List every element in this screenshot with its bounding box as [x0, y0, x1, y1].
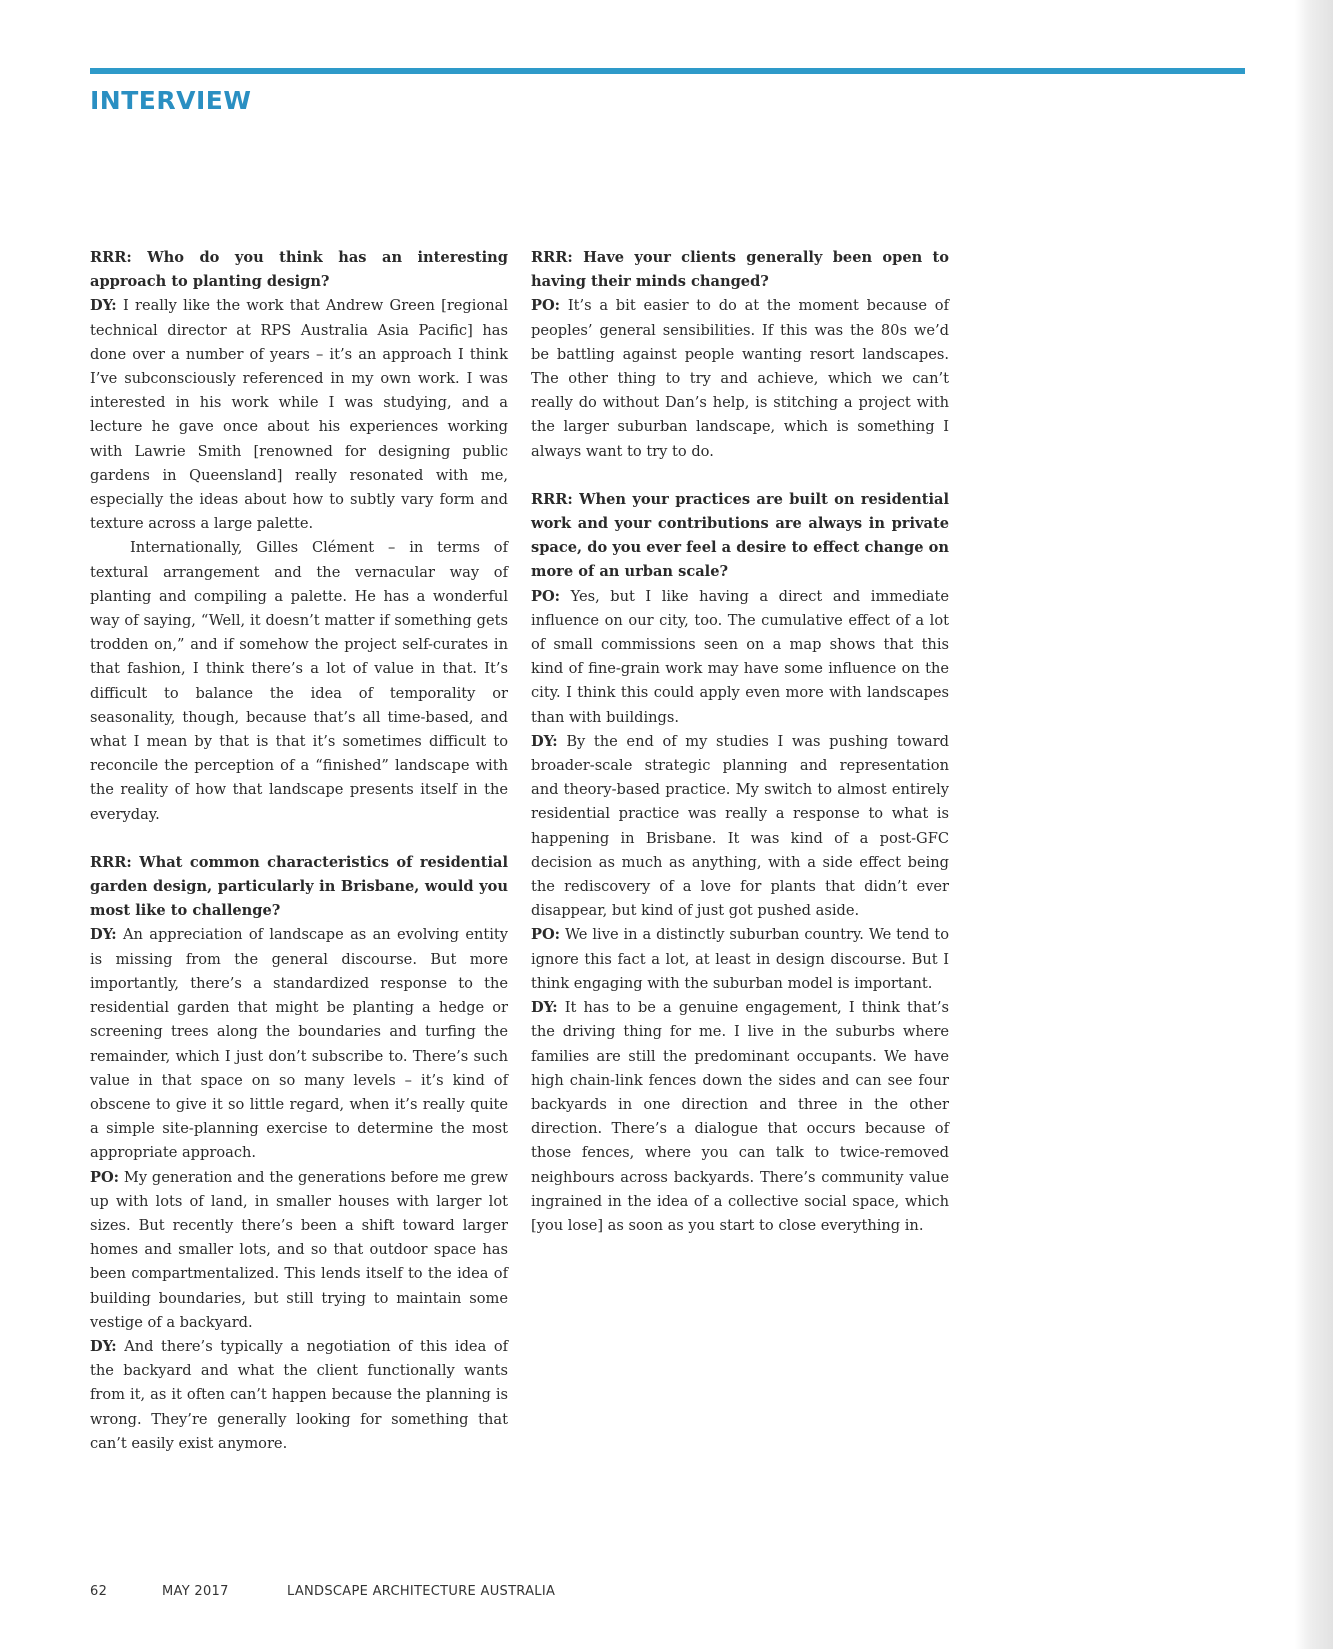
- answer: [531, 923, 949, 996]
- answer-text: It’s a bit easier to do at the moment because of peoples’ general sensibilities. If this was the 80s we’d be battling against people wanting resort landscapes. The other thing to try and achieve, which we can’t really do without Dan’s help, is stitching a project with the larger suburban landscape, which is something I always want to try to do.: [531, 297, 949, 460]
- question: RRR: When your practices are built on residential work and your contributions are always in private space, do you ever feel a desire to effect change on more of an urban scale?: [531, 490, 949, 581]
- answer-text: My generation and the generations before me grew up with lots of land, in smaller houses with larger lot sizes. But recently there’s been a shift toward larger homes and smaller lots, and so that outdoor space has been compartmentalized. This lends itself to the idea of building boundaries, but still trying to maintain some vestige of a backyard.: [90, 1168, 509, 1331]
- left-column: [90, 246, 508, 1456]
- speaker-label: DY:: [531, 732, 558, 750]
- section-label: INTERVIEW: [90, 86, 252, 115]
- question: RRR: Who do you think has an interesting approach to planting design?: [90, 249, 508, 291]
- right-column: [531, 246, 949, 1238]
- speaker-label: DY:: [531, 999, 558, 1017]
- answer: [90, 923, 508, 1165]
- page-edge-shadow: [1295, 0, 1333, 1649]
- speaker-label: DY:: [90, 297, 117, 315]
- speaker-label: DY:: [90, 926, 117, 944]
- answer-text: By the end of my studies I was pushing toward broader-scale strategic planning and representation and theory-based practice. My switch to almost entirely residential practice was really a response to what is happening in Brisbane. It was kind of a post-GFC decision as much as anything, with a side effect being the rediscovery of a love for plants that didn’t ever disappear, but kind of just got pushed aside.: [531, 732, 950, 920]
- answer-text: And there’s typically a negotiation of this idea of the backyard and what the client functionally wants from it, as it often can’t happen because the planning is wrong. They’re generally looking for something that can’t easily exist anymore.: [90, 1337, 509, 1452]
- speaker-label: PO:: [90, 1168, 120, 1186]
- speaker-label: DY:: [90, 1337, 117, 1355]
- page-number: 62: [90, 1584, 108, 1599]
- question: RRR: Have your clients generally been open to having their minds changed?: [531, 249, 949, 291]
- answer: [531, 294, 949, 463]
- answer: [90, 1166, 508, 1335]
- speaker-label: PO:: [531, 587, 561, 605]
- answer-text: We live in a distinctly suburban country. We tend to ignore this fact a lot, at least in design discourse. But I think engaging with the suburban model is important.: [531, 926, 949, 992]
- answer: [531, 730, 949, 924]
- issue-date: MAY 2017: [162, 1584, 229, 1599]
- answer-text: I really like the work that Andrew Green [regional technical director at RPS Australia Asia Pacific] has done over a number of years – it’s an approach I think I’ve subconsciously referenced in my own work. I was interested in his work while I was studying, and a lecture he gave once about his experiences working with Lawrie Smith [renowned for designing public gardens in Queensland] really resonated with me, especially the ideas about how to subtly vary form and texture across a large palette.: [90, 297, 508, 533]
- answer-text: It has to be a genuine engagement, I think that’s the driving thing for me. I live in the suburbs where families are still the predominant occupants. We have high chain-link fences down the sides and can see four backyards in one direction and three in the other direction. There’s a dialogue that occurs because of those fences, where you can talk to twice-removed neighbours across backyards. There’s community value ingrained in the idea of a collective social space, which [you lose] as soon as you start to close everything in.: [531, 999, 950, 1234]
- answer: [90, 294, 508, 536]
- answer-text: An appreciation of landscape as an evolving entity is missing from the general discourse. But more importantly, there’s a standardized response to the residential garden that might be planting a hedge or screening trees along the boundaries and turfing the remainder, which I just don’t subscribe to. There’s such value in that space on so many levels – it’s kind of obscene to give it so little regard, when it’s really quite a simple site-planning exercise to determine the most appropriate approach.: [90, 926, 509, 1162]
- speaker-label: PO:: [531, 926, 561, 944]
- speaker-label: PO:: [531, 297, 561, 315]
- publication-name: LANDSCAPE ARCHITECTURE AUSTRALIA: [287, 1584, 556, 1599]
- paragraph: Internationally, Gilles Clément – in terms of textural arrangement and the vernacular way of planting and compiling a palette. He has a wonderful way of saying, “Well, it doesn’t matter if something gets trodden on,” and if somehow the project self-curates in that fashion, I think there’s a lot of value in that. It’s difficult to balance the idea of temporality or seasonality, though, because that’s all time-based, and what I mean by that is that it’s sometimes difficult to reconcile the perception of a “finished” landscape with the reality of how that landscape presents itself in the everyday.: [90, 539, 508, 823]
- answer: [90, 1335, 508, 1456]
- answer: [531, 996, 949, 1238]
- question: RRR: What common characteristics of residential garden design, particularly in Brisbane, would you most like to challenge?: [90, 853, 508, 920]
- answer: [531, 585, 949, 730]
- answer-text: Yes, but I like having a direct and immediate influence on our city, too. The cumulative effect of a lot of small commissions seen on a map shows that this kind of fine-grain work may have some influence on the city. I think this could apply even more with landscapes than with buildings.: [531, 587, 949, 726]
- header-rule: [90, 68, 1245, 74]
